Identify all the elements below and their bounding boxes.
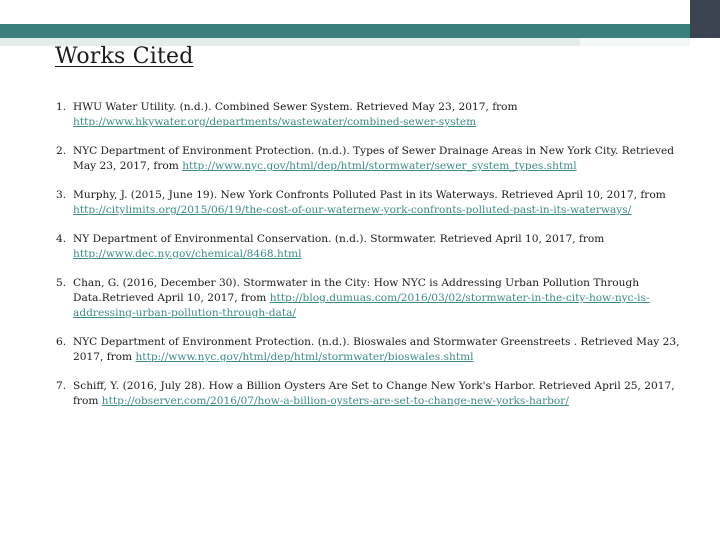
top-band (0, 0, 690, 22)
reference-link[interactable]: http://www.nyc.gov/html/dep/html/stormwater/bioswales.shtml (135, 351, 474, 363)
reference-text: Chan, G. (2016, December 30). Stormwater in the City: How NYC is Addressing Urban Pollution Through Data.Retrieved April 10, 2017, from (73, 277, 640, 304)
reference-link[interactable]: http://observer.com/2016/07/how-a-billion-oysters-are-set-to-change-new-yorks-harbor/ (101, 395, 569, 407)
reference-number: 6. (56, 336, 67, 348)
reference-number: 1. (56, 101, 67, 113)
reference-number: 4. (56, 233, 67, 245)
reference-number: 7. (56, 380, 67, 392)
reference-item (56, 232, 686, 262)
header-accent-bar (0, 24, 690, 38)
reference-number: 3. (56, 189, 67, 201)
reference-link[interactable]: http://citylimits.org/2015/06/19/the-cost-of-our-waternew-york-confronts-polluted-past-in-its-waterways/ (73, 204, 632, 216)
reference-item (56, 335, 686, 365)
reference-number: 5. (56, 277, 67, 289)
reference-number: 2. (56, 145, 67, 157)
reference-item (56, 188, 686, 218)
reference-text: NYC Department of Environment Protection. (n.d.). Types of Sewer Drainage Areas in New York City. Retrieved May 23, 2017, from (73, 145, 675, 172)
corner-accent-block (690, 0, 720, 38)
reference-link[interactable]: http://blog.dumuas.com/2016/03/02/stormwater-in-the-city-how-nyc-is-addressing-urban-pollution-through-data/ (73, 292, 650, 319)
reference-text: NYC Department of Environment Protection. (n.d.). Bioswales and Stormwater Greenstreets . Retrieved May 23, 2017, from (73, 336, 680, 363)
reference-link[interactable]: http://www.hkywater.org/departments/wastewater/combined-sewer-system (73, 116, 477, 128)
reference-text: HWU Water Utility. (n.d.). Combined Sewer System. Retrieved May 23, 2017, from (73, 101, 518, 113)
reference-item (56, 144, 686, 174)
reference-link[interactable]: http://www.nyc.gov/html/dep/html/stormwater/sewer_system_types.shtml (182, 160, 577, 172)
reference-text: Murphy, J. (2015, June 19). New York Confronts Polluted Past in its Waterways. Retrieved April 10, 2017, from (73, 189, 666, 201)
reference-item (56, 379, 686, 409)
reference-text: Schiff, Y. (2016, July 28). How a Billion Oysters Are Set to Change New York's Harbor. Retrieved April 25, 2017, from (73, 380, 675, 407)
reference-item (56, 100, 686, 130)
header-accent-shadow-end (580, 38, 690, 46)
reference-list (56, 100, 686, 423)
slide-title: Works Cited (55, 44, 194, 69)
reference-link[interactable]: http://www.dec.ny.gov/chemical/8468.html (73, 248, 302, 260)
reference-text: NY Department of Environmental Conservation. (n.d.). Stormwater. Retrieved April 10, 2017, from (73, 233, 605, 245)
reference-item (56, 276, 686, 321)
